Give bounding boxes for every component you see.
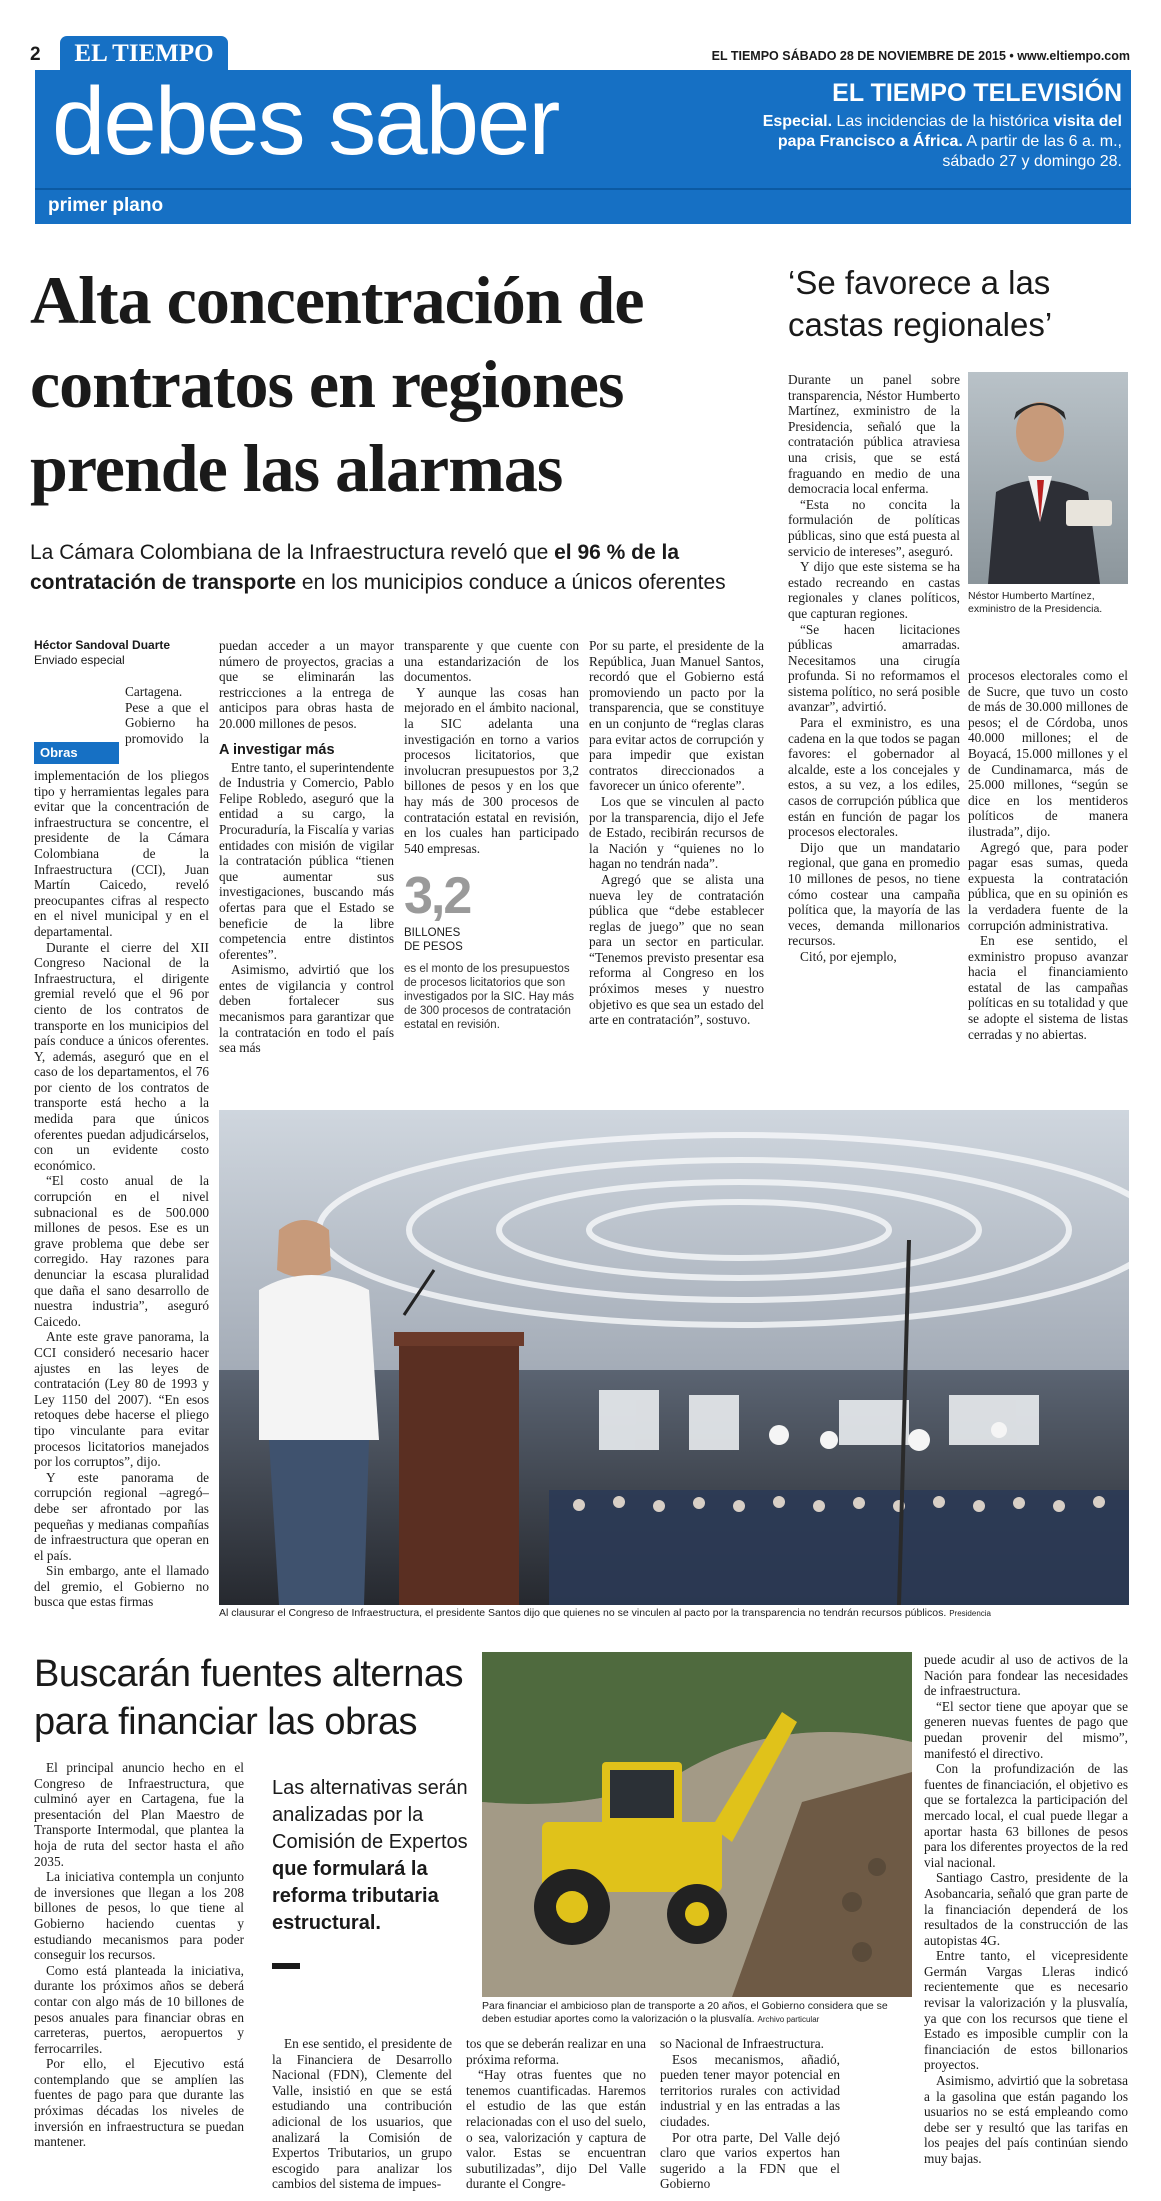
main-deck: La Cámara Colombiana de la Infraestructura reveló que el 96 % de la contratación de transporte en los municipios conduce a únicos oferentes xyxy=(30,541,726,594)
paragraph: Y aunque las cosas han mejorado en el ámbito nacional, la SIC adelanta una investigación en torno a varios procesos licitatorios, que involucran presupuestos por 3,2 billones de pesos y en los que hay más de 300 procesos de contratación estatal en revisión, en los cuales han participado 540 empresas. xyxy=(404,684,579,856)
paper-name: EL TIEMPO xyxy=(711,49,779,63)
promo-title: EL TIEMPO TELEVISIÓN xyxy=(832,79,1122,107)
main-col-4 xyxy=(589,638,764,1108)
paragraph: Los que se vinculen al pacto por la transparencia, dijo el Jefe de Estado, recibirán recursos de la Nación y “quienes no lo hagan no tendrán nada”. xyxy=(589,793,764,872)
portrait-photo xyxy=(968,372,1128,584)
paragraph: Cartagena. Pese a que el Gobierno ha promovido la implementación de los pliegos tipo y herramientas legales para evitar que la concentración de infraestructura se concentre, el presidente de la Cámara Colombiana de la Infraestructura (CCI), Juan Martín Caicedo, reveló preocupantes cifras al respecto en el nivel municipal y en el departamental. xyxy=(34,684,209,939)
subsection-title: primer plano xyxy=(48,195,164,216)
date-url: SÁBADO 28 DE NOVIEMBRE DE 2015 • www.eltiempo.com xyxy=(782,49,1130,63)
section-title: debes saber xyxy=(52,68,559,175)
paragraph: puede acudir al uso de activos de la Nación para fondear las necesidades de infraestructura. xyxy=(924,1652,1128,1699)
pull-quote: Las alternativas serán analizadas por la Comisión de Expertos que formulará la reforma tributaria estructural. xyxy=(272,1775,472,1969)
paragraph: Citó, por ejemplo, xyxy=(800,948,897,964)
promo-text: Especial. Las incidencias de la histórica visita del papa Francisco a África. A partir de las 6 a. m., sábado 27 y domingo 28. xyxy=(762,113,1122,170)
subsection-band xyxy=(35,188,1131,224)
paragraph: Ante este grave panorama, la CCI consideró necesario hacer ajustes en las leyes de contratación (Ley 80 de 1993 y Ley 1150 del 2007). “En esos retoques debe hacerse el pliego tipo vinculante para evitar procesos licitatorios manejados por los corruptos”, dijo. xyxy=(34,1329,209,1470)
stat-desc: es el monto de los presupuestos de procesos licitatorios que son investigados por la SIC. Hay más de 300 procesos de contratación estatal en revisión. xyxy=(404,963,575,1032)
paragraph: Sin embargo, ante el llamado del gremio, el Gobierno no busca que estas firmas xyxy=(34,1563,209,1610)
paragraph: Durante un panel sobre transparencia, Néstor Humberto Martínez, exministro de la Presidencia, señaló que la contratación pública atraviesa una crisis, que se está fraguando en medio de una democracia local enferma. xyxy=(788,372,960,497)
paragraph: “Esta no concita la formulación de políticas públicas, sino que está puesta al servicio de intereses”, aseguró. xyxy=(788,496,960,559)
paragraph: procesos electorales como el de Sucre, que tuvo un costo de más de 30.000 millones de pesos; el de Córdoba, unos 40.000 millones; el de Boyacá, 15.000 millones y el de Cundinamarca, más de 25.000 millones, “según se dice en los mentideros políticos de manera ilustrada”, dijo. xyxy=(968,668,1128,839)
backhoe-photo xyxy=(482,1652,912,1997)
byline: Héctor Sandoval Duarte Enviado especial xyxy=(34,638,171,667)
paragraph: transparente y que cuente con una estandarización de los documentos. xyxy=(404,638,579,685)
paragraph: Para el exministro, es una cadena en la que todos se pagan favores: el gobernador al alcalde, este a los concejales y estos, a su vez, a los ediles, casos de corrupción pública que están en función de pagar los procesos electorales. xyxy=(788,715,960,840)
page-number: 2 xyxy=(30,44,41,65)
second-col-1 xyxy=(34,1760,244,2200)
second-col-3 xyxy=(466,2036,646,2201)
backhoe-caption: Para financiar el ambicioso plan de transporte a 20 años, el Gobierno considera que se deben estudiar aportes como la valorización o la plusvalía. Archivo particular xyxy=(482,2000,888,2025)
stat-box xyxy=(404,867,579,1032)
side-col-2 xyxy=(968,668,1128,1108)
paragraph: Por otra parte, Del Valle dejó claro que varios expertos han sugerido a la FDN que el Gobierno xyxy=(660,2129,840,2192)
paragraph: En ese sentido, el exministro propuso avanzar hacia el financiamiento estatal de las campañas políticas en su totalidad y que se adopte el sistema de listas cerradas y no abiertas. xyxy=(968,933,1128,1042)
congress-caption: Al clausurar el Congreso de Infraestructura, el presidente Santos dijo que quienes no se vinculen al pacto por la transparencia no tendrán recursos públicos. Presidencia xyxy=(219,1607,991,1619)
paragraph: Asimismo, advirtió que los entes de vigilancia y control deben fortalecer sus mecanismos para garantizar que la contratación en todo el país sea más xyxy=(219,962,394,1056)
side-headline: ‘Se favorece a las castas regionales’ xyxy=(788,264,1053,343)
stat-value: 3,2 xyxy=(404,867,471,926)
main-headline: Alta concentración de contratos en regiones prende las alarmas xyxy=(30,262,644,506)
main-col-3 xyxy=(404,638,579,1108)
paragraph: Esos mecanismos, añadió, pueden tener mayor potencial en territorios rurales con actividad industrial y en las entradas a las ciudades. xyxy=(660,2051,840,2129)
second-headline: Buscarán fuentes alternas para financiar las obras xyxy=(34,1653,463,1743)
paragraph: Y dijo que este sistema se ha estado recreando en castas regionales y clanes políticos, que capturan regiones. xyxy=(788,559,960,621)
paragraph: Agregó que, para poder pagar esas sumas, queda expuesta la contratación pública, que en su opinión es la verdadera fuente de la corrupción administrativa. xyxy=(968,839,1128,933)
obras-tag: Obras xyxy=(34,742,119,764)
paragraph: Asimismo, advirtió que la sobretasa a la gasolina que están pagando los usuarios no se está empleando como debe ser y resultó que las tarifas en los peajes del país continúan siendo muy bajas. xyxy=(924,2073,1128,2166)
paragraph: Entre tanto, el superintendente de Industria y Comercio, Pablo Felipe Robledo, aseguró que la entidad a su cargo, la Procuraduría, la Fiscalía y varias entidades con misión de vigilar la contratación pública “tienen que aumentar sus investigaciones, buscando más ofertas para que el Estado se beneficie de la libre competencia entre distintos oferentes”. xyxy=(219,759,394,962)
paragraph: Dijo que un mandatario regional, que gana en promedio 10 millones de pesos, no tiene cómo costear una campaña política que, la mayoría de las veces, demanda millonarios recursos. xyxy=(788,839,960,949)
paragraph: Como está planteada la iniciativa, durante los próximos años se deberá contar con algo más de 10 billones de pesos anuales para financiar obras en carreteras, puertos, aeropuertos y ferrocarriles. xyxy=(34,1962,244,2056)
backhoe-scene xyxy=(482,1652,912,1997)
paragraph: so Nacional de Infraestructura. xyxy=(660,2036,824,2051)
promo-box xyxy=(760,78,1122,172)
paragraph: En ese sentido, el presidente de la Financiera de Desarrollo Nacional (FDN), Clemente del Valle, insistió en que se está estudiando una contribución adicional de los usuarios, que analizará la Comisión de Expertos Tributarios, un grupo escogido para analizar los cambios del sistema de impues- xyxy=(272,2036,452,2192)
paragraph: Y este panorama de corrupción regional –agregó– debe ser afrontado por las pequeñas y medianas compañías de infraestructura que operan en el país. xyxy=(34,1469,209,1563)
stat-unit: BILLONES DE PESOS xyxy=(404,927,463,954)
paragraph: Por su parte, el presidente de la República, Juan Manuel Santos, recordó que el Gobierno está promoviendo un pacto por la transparencia, que se constituye en un conjunto de “reglas claras para evitar actos de corrupción y para impedir que existan contratos direccionados a favorecer un único oferente”. xyxy=(589,638,764,794)
paragraph: tos que se deberán realizar en una próxima reforma. xyxy=(466,2036,646,2067)
paragraph: Con la profundización de las fuentes de financiación, el objetivo es que se fortalezca la participación del mercado local, el cual puede llegar a aportar hasta 63 billones de pesos para los diferentes proyectos de la red vial nacional. xyxy=(924,1761,1128,1870)
side-col-1 xyxy=(788,372,960,1102)
paragraph: “Se hacen licitaciones públicas amarradas. Necesitamos una cirugía profunda. Si no reformamos el sistema político, no será posible avanzar”, advirtió. xyxy=(788,621,960,715)
paragraph: Entre tanto, el vicepresidente Germán Vargas Lleras indicó recientemente que es necesario revisar la valorización y la plusvalía, ya que con los recursos que tiene el Estado es imposible cumplir con la financiación de estos billonarios proyectos. xyxy=(924,1948,1128,2073)
second-col-2 xyxy=(272,2036,452,2201)
congress-scene xyxy=(219,1110,1129,1605)
pull-quote-rule xyxy=(272,1963,300,1969)
paragraph: puedan acceder a un mayor número de proyectos, gracias a que se eliminarán las restricciones a la entrega de anticipos para obras hasta de 20.000 millones de pesos. xyxy=(219,638,394,731)
masthead-dateline xyxy=(700,49,1130,63)
paragraph: Por ello, el Ejecutivo está contemplando que se amplíen las fuentes de pago para que durante las próximas décadas los niveles de inversión en infraestructura se puedan mantener. xyxy=(34,2056,244,2150)
paragraph: El principal anuncio hecho en el Congreso de Infraestructura, que culminó ayer en Cartagena, fue la presentación del Plan Maestro de Transporte Intermodal, que plantea la hoja de ruta del sector hasta el año 2035. xyxy=(34,1760,244,1869)
paragraph: “Hay otras fuentes que no tenemos cuantificadas. Haremos el estudio de las que están relacionadas con el uso del suelo, o sea, valorización y captura de valor. Estas se encuentran subutilizadas”, dijo Del Valle durante el Congre- xyxy=(466,2067,646,2192)
second-col-4 xyxy=(660,2036,840,2201)
subhead: A investigar más xyxy=(219,741,335,758)
paragraph: Durante el cierre del XII Congreso Nacional de la Infraestructura, el dirigente gremial reveló que el 96 por ciento de los contratos de transporte en los municipios del país conduce a únicos oferentes. Y, además, aseguró que en el caso de los departamentos, el 76 por ciento de los contratos de transporte está hecho a la medida para que únicos oferentes puedan adjudicárselos, con un evidente costo económico. xyxy=(34,939,209,1173)
main-col-1 xyxy=(34,684,209,1614)
congress-photo xyxy=(219,1110,1129,1605)
paragraph: “El costo anual de la corrupción en el nivel subnacional es de 500.000 millones de pesos. Ese es un grave problema que debe ser corregido. Hay razones para denunciar la escasa pluralidad que daña el sano desarrollo de nuestra industria”, aseguró Caicedo. xyxy=(34,1173,209,1329)
main-col-2 xyxy=(219,638,394,1108)
masthead-logo: EL TIEMPO xyxy=(60,36,228,72)
paragraph: Santiago Castro, presidente de la Asobancaria, señaló que gran parte de la financiación dependerá de los resultados de la construcción de las autopistas 4G. xyxy=(924,1870,1128,1948)
paragraph: “El sector tiene que apoyar que se generen nuevas fuentes de pago que puedan provenir del mismo”, manifestó el directivo. xyxy=(924,1698,1128,1761)
second-col-5 xyxy=(924,1652,1128,2200)
paragraph: La iniciativa contempla un conjunto de inversiones que llegan a los 208 billones de pesos, lo que tiene al Gobierno haciendo cuentas y estudiando mecanismos para poder conseguir los recursos. xyxy=(34,1869,244,1963)
portrait-caption: Néstor Humberto Martínez, exministro de la Presidencia. xyxy=(968,590,1103,615)
paragraph: Agregó que se alista una nueva ley de contratación pública que “debe establecer reglas de juego” que no sean para un sector en particular. “Tenemos previsto presentar esa reforma al Congreso en los próximos meses y nuestro objetivo es que sea un estado del arte en contratación”, sostuvo. xyxy=(589,871,764,1028)
portrait-figure xyxy=(968,372,1128,584)
